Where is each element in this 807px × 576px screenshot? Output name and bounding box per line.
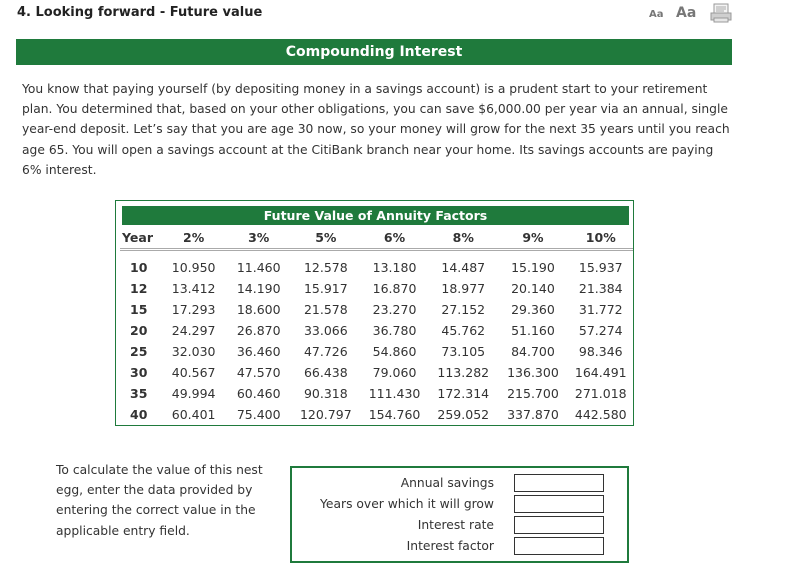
decrease-font-button[interactable]: Aa <box>649 9 664 20</box>
factor-cell: 60.401 <box>171 407 216 422</box>
annuity-factor-table <box>115 200 634 426</box>
factor-cell: 13.180 <box>372 260 417 275</box>
entry-form <box>290 466 629 563</box>
print-icon[interactable] <box>710 3 732 23</box>
year-cell: 35 <box>130 386 148 401</box>
factor-cell: 337.870 <box>507 407 559 422</box>
factor-cell: 14.487 <box>441 260 486 275</box>
factor-cell: 23.270 <box>372 302 417 317</box>
table-row <box>120 299 633 320</box>
factor-cell: 15.190 <box>511 260 555 275</box>
annual-savings-input[interactable] <box>514 474 604 492</box>
factor-cell: 21.578 <box>303 302 348 317</box>
factor-cell: 47.726 <box>303 344 348 359</box>
col-header: 2% <box>162 226 226 250</box>
factor-cell: 15.917 <box>303 281 348 296</box>
col-header: 5% <box>292 226 360 250</box>
factor-cell: 66.438 <box>303 365 348 380</box>
increase-font-button[interactable]: Aa <box>676 5 697 21</box>
factor-table <box>120 226 633 425</box>
factor-cell: 32.030 <box>171 344 216 359</box>
factor-cell: 21.384 <box>578 281 623 296</box>
factor-cell: 13.412 <box>171 281 216 296</box>
col-header: 3% <box>226 226 292 250</box>
entry-row-interest-factor <box>292 537 627 557</box>
factor-cell: 18.600 <box>236 302 281 317</box>
table-row <box>120 250 633 279</box>
factor-cell: 11.460 <box>236 260 281 275</box>
year-cell: 15 <box>130 302 148 317</box>
factor-cell: 215.700 <box>507 386 559 401</box>
interest-rate-input[interactable] <box>514 516 604 534</box>
factor-cell: 90.318 <box>303 386 348 401</box>
interest-factor-input[interactable] <box>514 537 604 555</box>
annual-savings-label: Annual savings <box>400 476 494 490</box>
factor-cell: 36.460 <box>236 344 281 359</box>
factor-cell: 84.700 <box>511 344 555 359</box>
factor-cell: 29.360 <box>511 302 555 317</box>
factor-cell: 15.937 <box>578 260 623 275</box>
year-cell: 10 <box>130 260 148 275</box>
factor-cell: 73.105 <box>441 344 486 359</box>
factor-cell: 49.994 <box>171 386 216 401</box>
factor-cell: 164.491 <box>574 365 627 380</box>
entry-row-interest-rate <box>292 516 627 536</box>
table-row <box>120 362 633 383</box>
factor-cell: 10.950 <box>171 260 216 275</box>
col-header: 10% <box>569 226 633 250</box>
factor-cell: 259.052 <box>437 407 490 422</box>
factor-cell: 154.760 <box>368 407 421 422</box>
factor-cell: 33.066 <box>303 323 348 338</box>
factor-cell: 136.300 <box>507 365 559 380</box>
factor-cell: 442.580 <box>574 407 627 422</box>
factor-cell: 75.400 <box>236 407 281 422</box>
factor-cell: 98.346 <box>578 344 623 359</box>
factor-cell: 57.274 <box>578 323 623 338</box>
factor-cell: 113.282 <box>437 365 490 380</box>
year-cell: 25 <box>130 344 148 359</box>
year-cell: 20 <box>130 323 148 338</box>
factor-cell: 24.297 <box>171 323 216 338</box>
factor-cell: 14.190 <box>236 281 281 296</box>
factor-cell: 17.293 <box>171 302 216 317</box>
factor-cell: 20.140 <box>511 281 555 296</box>
factor-cell: 12.578 <box>303 260 348 275</box>
table-title: Future Value of Annuity Factors <box>122 206 629 225</box>
col-header: 9% <box>497 226 568 250</box>
factor-cell: 111.430 <box>368 386 421 401</box>
col-header: Year <box>120 226 162 250</box>
instructions-text: To calculate the value of this nest egg, enter the data provided by entering the correct value in the applicable entry field. <box>56 463 263 538</box>
factor-cell: 36.780 <box>372 323 417 338</box>
table-row <box>120 383 633 404</box>
factor-cell: 271.018 <box>574 386 627 401</box>
factor-cell: 51.160 <box>511 323 555 338</box>
factor-cell: 45.762 <box>441 323 486 338</box>
factor-cell: 60.460 <box>236 386 281 401</box>
interest-rate-label: Interest rate <box>417 518 494 532</box>
entry-row-years <box>292 495 627 515</box>
col-header: 8% <box>429 226 497 250</box>
year-cell: 40 <box>130 407 148 422</box>
factor-cell: 27.152 <box>441 302 486 317</box>
year-cell: 12 <box>130 281 148 296</box>
table-row <box>120 341 633 362</box>
table-row <box>120 404 633 425</box>
factor-cell: 40.567 <box>171 365 216 380</box>
factor-cell: 54.860 <box>372 344 417 359</box>
years-input[interactable] <box>514 495 604 513</box>
col-header: 6% <box>360 226 429 250</box>
year-cell: 30 <box>130 365 148 380</box>
factor-cell: 120.797 <box>299 407 352 422</box>
factor-cell: 172.314 <box>437 386 490 401</box>
table-row <box>120 278 633 299</box>
factor-cell: 26.870 <box>236 323 281 338</box>
factor-cell: 18.977 <box>441 281 486 296</box>
factor-cell: 31.772 <box>578 302 623 317</box>
table-header-row <box>120 226 633 250</box>
interest-factor-label: Interest factor <box>406 539 494 553</box>
factor-cell: 16.870 <box>372 281 417 296</box>
section-banner: Compounding Interest <box>16 39 732 65</box>
table-row <box>120 320 633 341</box>
years-label: Years over which it will grow <box>320 497 494 511</box>
intro-paragraph: You know that paying yourself (by depositing money in a savings account) is a prudent start to your retirement plan. You determined that, based on your other obligations, you can save $6,000.00 per year via an annual, single year-end deposit. Let’s say that you are age 30 now, so your money will grow for the next 35 years until you reach age 65. You will open a savings account at the CitiBank branch near your home. Its savings accounts are paying 6% interest. <box>22 82 730 177</box>
factor-cell: 79.060 <box>372 365 417 380</box>
entry-row-annual-savings <box>292 474 627 494</box>
factor-cell: 47.570 <box>236 365 281 380</box>
question-title: 4. Looking forward - Future value <box>17 5 263 20</box>
